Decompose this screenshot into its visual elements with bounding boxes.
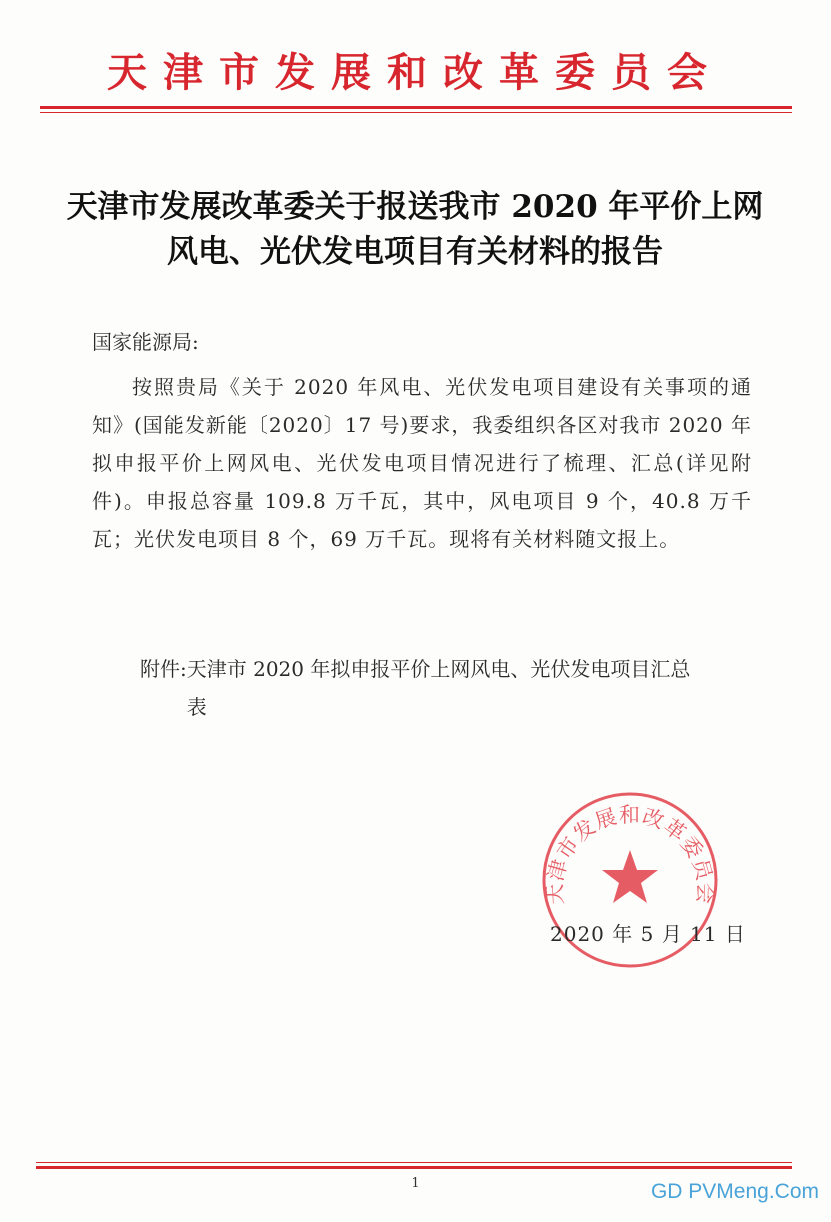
- document-title: 天津市发展改革委关于报送我市 2020 年平价上网风电、光伏发电项目有关材料的报告: [66, 189, 764, 270]
- watermark: GD PVMeng.Com: [650, 1180, 819, 1203]
- body-paragraph: 按照贵局《关于 2020 年风电、光伏发电项目建设有关事项的通知》(国能发新能〔2020〕17 号)要求，我委组织各区对我市 2020 年拟申报平价上网风电、光伏发电项目情况进行了梳理、汇总(详见附件)。申报总容量 109.8 万千瓦，其中，风电项目 9 个，40.8 万千瓦；光伏发电项目 8 个，69 万千瓦。现将有关材料随文报上。: [92, 375, 752, 551]
- attachment: [140, 650, 740, 726]
- footer-rule-thin: [36, 1162, 792, 1163]
- footer-rule-thick: [36, 1166, 792, 1169]
- svg-text:天津市发展和改革委员会: 天津市发展和改革委员会: [542, 803, 718, 906]
- document-date: 2020 年 5 月 11 日: [550, 922, 746, 946]
- attachment-label: 附件:: [140, 657, 187, 681]
- salutation: 国家能源局:: [92, 330, 199, 354]
- attachment-text: 天津市 2020 年拟申报平价上网风电、光伏发电项目汇总表: [186, 657, 691, 719]
- header-rule-thin: [40, 112, 792, 113]
- page-number: 1: [411, 1176, 420, 1191]
- header-rule-thick: [40, 106, 792, 109]
- header-organization-title: 天津市发展和改革委员会: [107, 49, 723, 96]
- seal-star-icon: [602, 850, 658, 903]
